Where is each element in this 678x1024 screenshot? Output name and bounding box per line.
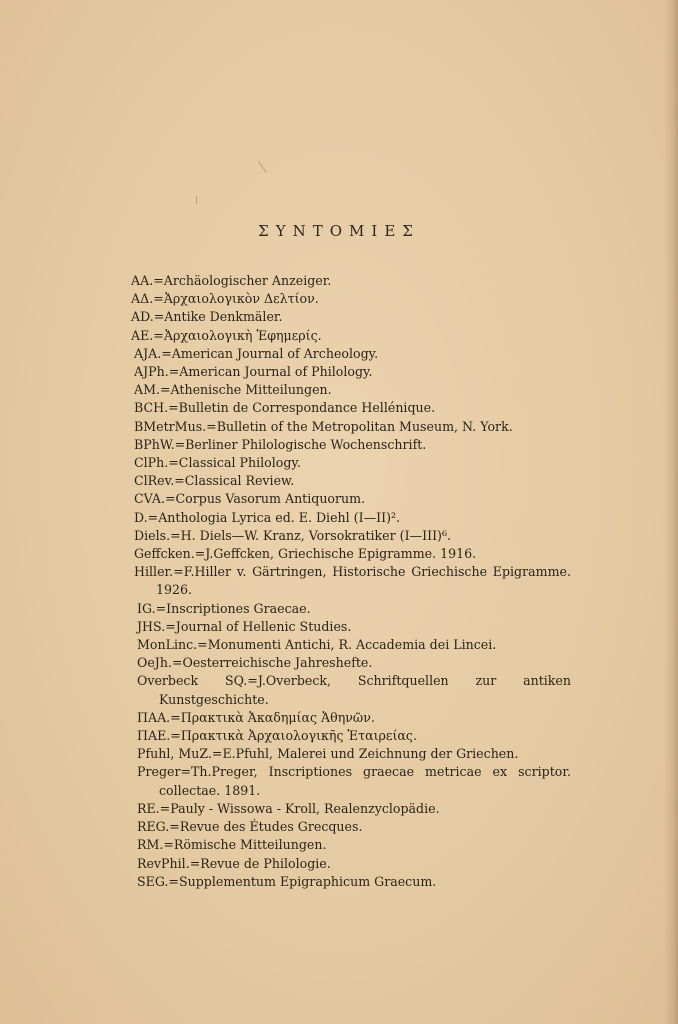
- list-item: ΠAE.=Πρακτικὰ Ἀρχαιολογικῆς Ἑταιρείας.: [137, 728, 417, 744]
- list-item: ΠAA.=Πρακτικὰ Ἀκαδημίας Ἀθηνῶν.: [137, 709, 375, 725]
- list-item: AE.=Ἀρχαιολογικὴ Ἐφημερίς.: [131, 327, 322, 343]
- list-item: RevPhil.=Revue de Philologie.: [137, 855, 331, 871]
- list-item: MonLinc.=Monumenti Antichi, R. Accademia dei Lincei.: [137, 637, 497, 653]
- list-item: BMetrMus.=Bulletin of the Metropolitan Museum, N. York.: [134, 418, 513, 434]
- list-item: IG.=Inscriptiones Graecae.: [137, 600, 311, 616]
- abbreviations-list: [131, 272, 571, 891]
- list-item: SEG.=Supplementum Epigraphicum Graecum.: [137, 873, 437, 889]
- list-item: RM.=Römische Mitteilungen.: [137, 837, 327, 853]
- paper-mark: [258, 161, 267, 173]
- paper-mark: [196, 196, 197, 204]
- list-item: OeJh.=Oesterreichische Jahreshefte.: [137, 655, 373, 671]
- list-item: Hiller.=F.Hiller v. Gärtringen, Historische Griechische Epigramme. 1926.: [134, 564, 571, 598]
- list-item: AJPh.=American Journal of Philology.: [134, 364, 373, 380]
- list-item: RE.=Pauly - Wissowa - Kroll, Realenzyclopädie.: [137, 800, 440, 816]
- list-item: BCH.=Bulletin de Correspondance Hellénique.: [134, 400, 436, 416]
- list-item: Preger=Th.Preger, Inscriptiones graecae metricae ex scriptor. collectae. 1891.: [137, 764, 571, 798]
- list-item: D.=Anthologia Lyrica ed. E. Diehl (I—II)².: [134, 509, 401, 525]
- list-item: REG.=Revue des Études Grecques.: [137, 819, 363, 835]
- list-item: Overbeck SQ.=J.Overbeck, Schriftquellen zur antiken Kunstgeschichte.: [137, 673, 571, 707]
- list-item: Diels.=H. Diels—W. Kranz, Vorsokratiker (I—III)⁶.: [134, 527, 452, 543]
- list-item: AM.=Athenische Mitteilungen.: [134, 382, 332, 398]
- list-item: Pfuhl, MuZ.=E.Pfuhl, Malerei und Zeichnung der Griechen.: [137, 746, 519, 762]
- list-item: Geffcken.=J.Geffcken, Griechische Epigramme. 1916.: [134, 546, 477, 562]
- page-title: ΣΥΝΤΟΜΙΕΣ: [258, 222, 420, 240]
- list-item: AD.=Antike Denkmäler.: [131, 309, 283, 325]
- list-item: ClRev.=Classical Review.: [134, 473, 295, 489]
- list-item: BPhW.=Berliner Philologische Wochenschrift.: [134, 436, 427, 452]
- list-item: AJA.=American Journal of Archeology.: [134, 345, 379, 361]
- list-item: ClPh.=Classical Philology.: [134, 455, 301, 471]
- page-edge-shadow: [664, 0, 678, 1024]
- list-item: AΔ.=Ἀρχαιολογικὸν Δελτίον.: [131, 291, 319, 307]
- list-item: JHS.=Journal of Hellenic Studies.: [137, 618, 352, 634]
- list-item: CVA.=Corpus Vasorum Antiquorum.: [134, 491, 366, 507]
- list-item: AA.=Archäologischer Anzeiger.: [131, 273, 332, 288]
